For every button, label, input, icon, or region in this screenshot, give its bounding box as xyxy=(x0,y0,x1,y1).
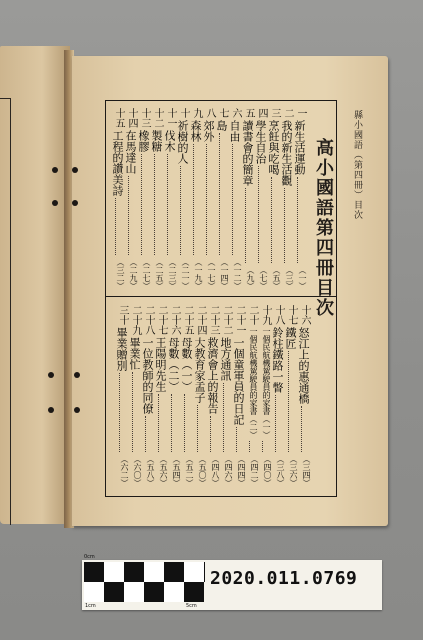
toc-entry-number: 三 xyxy=(269,108,280,118)
toc-entry-page: （五四） xyxy=(172,455,181,487)
toc-entry-title: 鈴柱鐵路一瞥 xyxy=(271,327,284,393)
toc-entry-page: （三） xyxy=(285,266,294,290)
toc-entry-number: 一 xyxy=(295,108,306,118)
toc-entry-number: 八 xyxy=(204,108,215,118)
binding-hole xyxy=(52,167,58,173)
toc-entry-number: 三十 xyxy=(117,305,128,325)
toc-leader-dots xyxy=(301,406,302,452)
toc-entry-number: 二十六 xyxy=(169,305,180,335)
toc-entry-number: 五 xyxy=(243,108,254,118)
catalog-number: 2020.011.0769 xyxy=(210,568,358,589)
ruler-square xyxy=(124,562,144,582)
toc-leader-dots xyxy=(284,188,285,263)
toc-entry-number: 十九 xyxy=(260,305,271,325)
toc-entry-title: 森林 xyxy=(189,120,202,142)
toc-entry-page: （五六） xyxy=(159,455,168,487)
toc-entry-title: 一位教師的同僚 xyxy=(141,337,154,414)
ruler-label-left: 1cm xyxy=(85,603,96,609)
toc-entry-page: （四四） xyxy=(237,455,246,487)
toc-entry-number: 二十一 xyxy=(234,305,245,335)
toc-entry xyxy=(292,108,305,290)
toc-entry-number: 九 xyxy=(191,108,202,118)
toc-leader-dots xyxy=(236,427,237,452)
toc-leader-dots xyxy=(145,416,146,452)
toc-entry-title: 我的新生活觀 xyxy=(280,120,293,186)
toc-entry-page: （一二） xyxy=(233,258,242,290)
toc-leader-dots xyxy=(210,416,211,452)
toc-entry-title: 自由 xyxy=(228,120,241,142)
binding-hole xyxy=(48,407,54,413)
toc-entry-number: 十八 xyxy=(273,305,284,325)
scale-ruler xyxy=(82,554,206,610)
ruler-square xyxy=(184,562,205,582)
toc-entry-title: 一個民航機駕駛員的家書（二） xyxy=(249,327,258,439)
toc-entry-title: 烹飪與吃喝 xyxy=(267,120,280,175)
toc-entry-page: （五二） xyxy=(185,455,194,487)
ruler-square xyxy=(104,562,124,582)
toc-entry-title: 王陽明先生 xyxy=(154,337,167,392)
toc-leader-dots xyxy=(132,372,133,452)
toc-entry-number: 二 xyxy=(282,108,293,118)
toc-entry-page: （四八） xyxy=(211,455,220,487)
toc-entry-page: （四二） xyxy=(250,455,259,487)
toc-entry-page: （二七） xyxy=(142,258,151,290)
toc-entry-title: 郊外 xyxy=(202,120,215,142)
binding-hole xyxy=(74,372,80,378)
toc-entry-page: （一七） xyxy=(207,258,216,290)
ruler-label-right: 5cm xyxy=(186,603,197,609)
toc-leader-dots xyxy=(154,154,155,255)
toc-leader-dots xyxy=(184,394,185,452)
toc-entry xyxy=(266,108,279,290)
toc-leader-dots xyxy=(141,154,142,255)
toc-entry xyxy=(253,108,266,290)
toc-entry xyxy=(114,305,127,487)
toc-entry-title: 鐵匠 xyxy=(284,327,297,349)
toc-leader-dots xyxy=(249,441,250,452)
page-title: 高小國語第四冊目次 xyxy=(313,138,334,318)
toc-leader-dots xyxy=(180,166,181,255)
toc-entry-page: （三二） xyxy=(116,258,125,290)
toc-entry-title: 一個童軍員的日記 xyxy=(232,337,245,425)
toc-leader-dots xyxy=(245,188,246,263)
toc-entry-title: 在馬達山 xyxy=(124,130,137,174)
binding-hole xyxy=(48,372,54,378)
toc-entry-title: 工程的讚美詩 xyxy=(111,130,124,196)
toc-entry-title: 畢業忙 xyxy=(128,337,141,370)
ruler-square xyxy=(84,562,104,582)
toc-entry-page: （一九） xyxy=(194,258,203,290)
toc-leader-dots xyxy=(288,351,289,452)
toc-entry xyxy=(110,108,123,290)
toc-entry-page: （五八） xyxy=(146,455,155,487)
toc-entry-page: （二九） xyxy=(129,258,138,290)
toc-entry-page: （二五） xyxy=(155,258,164,290)
toc-entry-page: （二一） xyxy=(181,258,190,290)
toc-entry-title: 新生活運動 xyxy=(293,120,306,175)
toc-entry-page: （一） xyxy=(298,266,307,290)
toc-entry-title: 母數（二） xyxy=(167,337,180,392)
binding-hole xyxy=(52,200,58,206)
toc-leader-dots xyxy=(128,176,129,255)
ruler-label-top: 0cm xyxy=(84,554,95,560)
binding-hole xyxy=(72,200,78,206)
toc-leader-dots xyxy=(197,405,198,452)
ruler-square xyxy=(124,582,144,602)
toc-entry-page: （二三） xyxy=(168,258,177,290)
toc-entry-page: （六二） xyxy=(120,455,129,487)
toc-leader-dots xyxy=(223,383,224,452)
toc-entry-page: （三八） xyxy=(276,455,285,487)
toc-leader-dots xyxy=(232,144,233,255)
toc-leader-dots xyxy=(206,144,207,255)
toc-entry-number: 四 xyxy=(256,108,267,118)
running-header: 縣小國語（第四冊）目次 xyxy=(352,110,362,220)
toc-entry-title: 救濟會上的報告 xyxy=(206,337,219,414)
toc-leader-dots xyxy=(115,198,116,255)
toc-entry-title: 島 xyxy=(215,120,228,131)
toc-entry-page: （四〇） xyxy=(263,455,272,487)
toc-entry-number: 十五 xyxy=(113,108,124,128)
toc-entry-number: 二十五 xyxy=(182,305,193,335)
toc-leader-dots xyxy=(297,177,298,263)
toc-entry-number: 二十四 xyxy=(195,305,206,335)
toc-entry-number: 二十二 xyxy=(221,305,232,335)
toc-entry-number: 十二 xyxy=(152,108,163,128)
toc-entry-title: 畢業贈別 xyxy=(115,327,128,371)
ruler-square xyxy=(184,582,204,602)
toc-entry-title: 讀書會的簡章 xyxy=(241,120,254,186)
toc-entry-page: （一四） xyxy=(220,258,229,290)
toc-entry-title: 學生自治 xyxy=(254,120,267,164)
toc-entry-number: 十四 xyxy=(126,108,137,128)
toc-entry-number: 七 xyxy=(217,108,228,118)
toc-entry-title: 一個民航機駕駛員的家書（一） xyxy=(262,327,271,439)
ruler-square xyxy=(144,562,164,582)
toc-entry-title: 橡膠 xyxy=(137,130,150,152)
toc-entry-number: 六 xyxy=(230,108,241,118)
binding-hole xyxy=(74,407,80,413)
toc-entry-number: 二十三 xyxy=(208,305,219,335)
toc-leader-dots xyxy=(262,441,263,452)
toc-entry-page: （三六） xyxy=(289,455,298,487)
toc-entry-number: 二十七 xyxy=(156,305,167,335)
toc-entry xyxy=(279,108,292,290)
toc-entry-page: （九） xyxy=(246,266,255,290)
toc-entry-number: 二十九 xyxy=(130,305,141,335)
toc-entry-page: （五） xyxy=(272,266,281,290)
toc-entry-title: 祈樹的人 xyxy=(176,120,189,164)
toc-leader-dots xyxy=(219,133,220,255)
toc-leader-dots xyxy=(158,394,159,452)
toc-entry-title: 母數（一） xyxy=(180,337,193,392)
toc-entry-page: （五〇） xyxy=(198,455,207,487)
toc-entry-number: 十 xyxy=(178,108,189,118)
toc-leader-dots xyxy=(258,166,259,263)
toc-entry-title: 大教育家孟子 xyxy=(193,337,206,403)
toc-entry-page: （七） xyxy=(259,266,268,290)
toc-divider xyxy=(105,296,337,297)
ruler-square xyxy=(164,562,184,582)
toc-entry-title: 製糖 xyxy=(150,130,163,152)
toc-entry-title: 怒江上的惠通橋 xyxy=(297,327,310,404)
toc-entry-number: 十六 xyxy=(299,305,310,325)
toc-leader-dots xyxy=(193,144,194,255)
ruler-square xyxy=(164,582,184,602)
toc-entry-number: 二十 xyxy=(247,305,258,325)
toc-entry-number: 十三 xyxy=(139,108,150,128)
toc-entry-page: （六〇） xyxy=(133,455,142,487)
toc-leader-dots xyxy=(275,395,276,452)
toc-entry-title: 地方通訊 xyxy=(219,337,232,381)
toc-entry-number: 十七 xyxy=(286,305,297,325)
toc-leader-dots xyxy=(119,373,120,452)
binding-hole xyxy=(72,167,78,173)
toc-entry-page: （四六） xyxy=(224,455,233,487)
ruler-square xyxy=(84,582,104,602)
toc-leader-dots xyxy=(167,154,168,255)
toc-leader-dots xyxy=(271,177,272,263)
ruler-square xyxy=(104,582,124,602)
toc-leader-dots xyxy=(171,394,172,452)
ruler-square xyxy=(144,582,164,602)
toc-entry-page: （三四） xyxy=(302,455,311,487)
toc-entry-number: 二十八 xyxy=(143,305,154,335)
toc-entry-number: 十一 xyxy=(165,108,176,128)
left-page-frame xyxy=(0,98,11,525)
toc-entry-title: 伐木 xyxy=(163,130,176,152)
